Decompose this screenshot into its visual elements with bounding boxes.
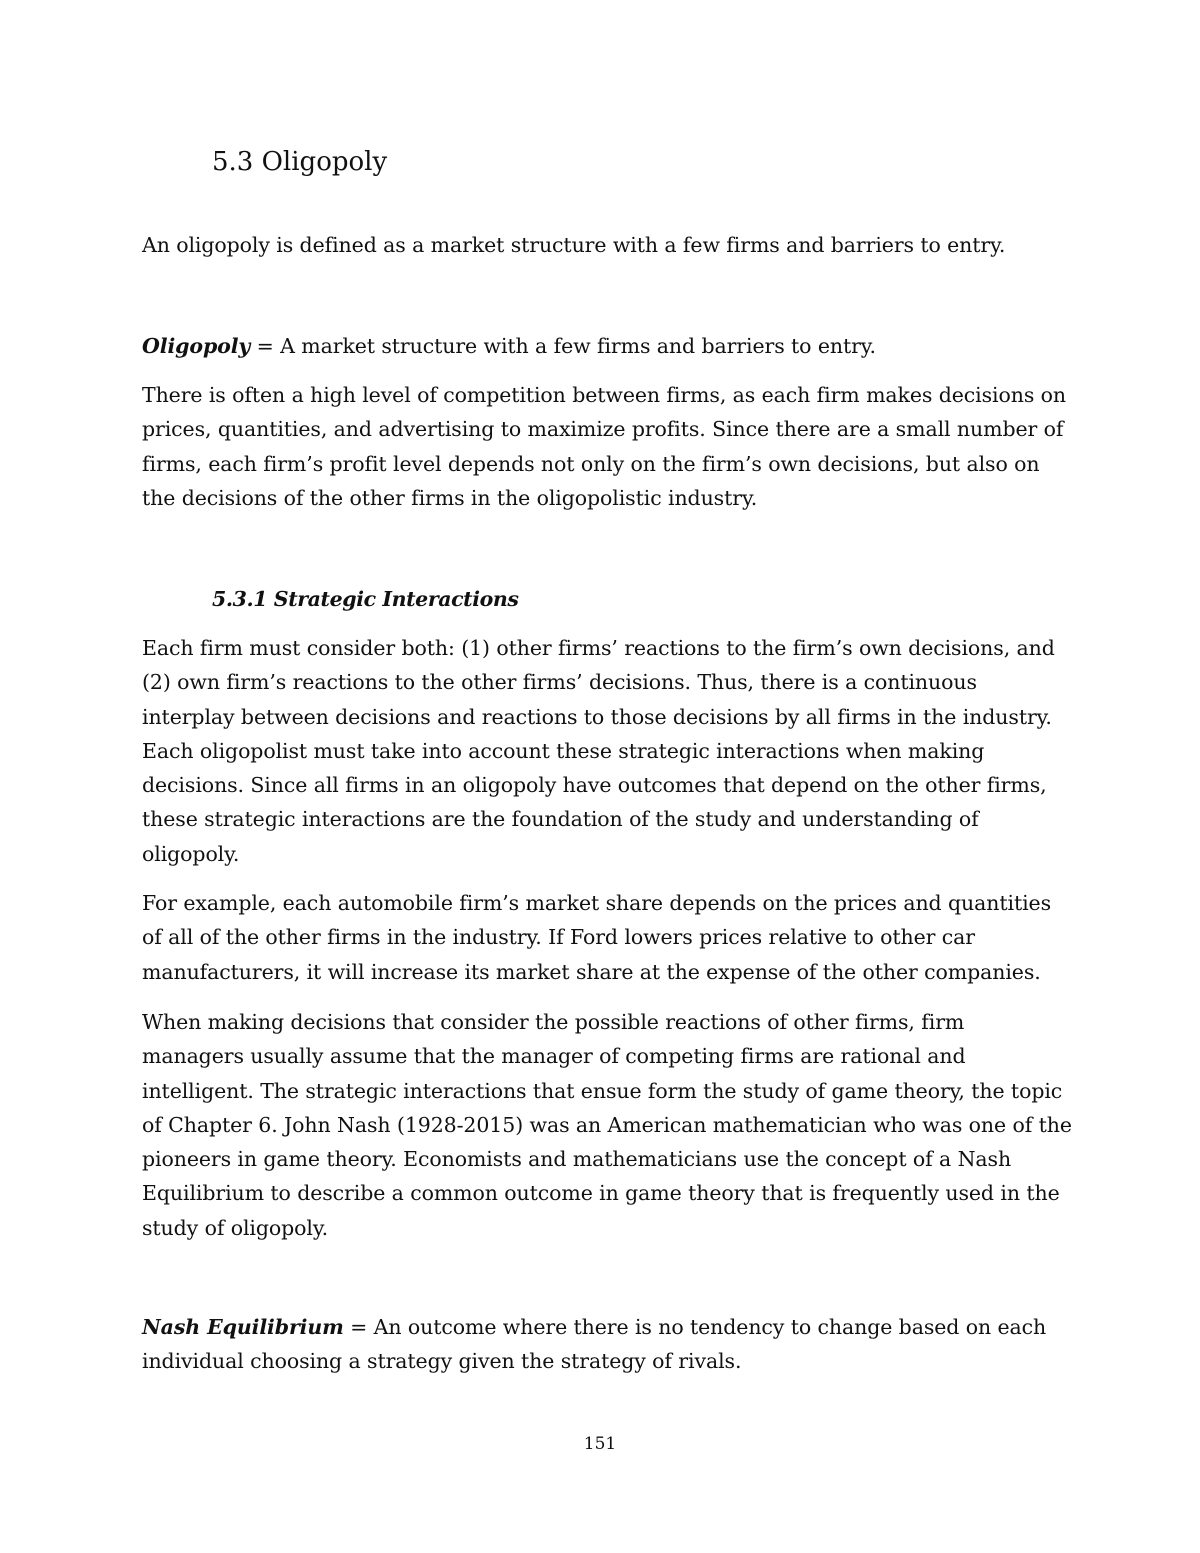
strategic-paragraph: Each firm must consider both: (1) other firms’ reactions to the firm’s own decisions, and (2) own firm’s reactions to the other firms’ decisions. Thus, there is a continuous interplay between decisions and reactions to those decisions by all firms in the industry. Each oligopolist must take into account these strategic interactions when making decisions. Since all firms in an oligopoly have outcomes that depend on the other firms, these strategic interactions are the foundation of the study and understanding of oligopoly. — [142, 636, 1055, 866]
definition-text: An outcome where there is no tendency to change based on each individual choosing a strategy given the strategy of rivals. — [142, 1315, 1047, 1374]
definition-term: Nash Equilibrium — [142, 1315, 344, 1339]
section-title: 5.3 Oligopoly — [212, 147, 388, 177]
definition-oligopoly — [142, 329, 1072, 363]
subsection-title: 5.3.1 Strategic Interactions — [212, 587, 519, 611]
definition-separator: = — [250, 334, 281, 358]
definition-term: Oligopoly — [142, 334, 251, 358]
intro-paragraph: An oligopoly is defined as a market structure with a few firms and barriers to entry. — [142, 233, 1006, 257]
definition-text: A market structure with a few firms and barriers to entry. — [280, 334, 876, 358]
page-number: 151 — [583, 1434, 617, 1454]
game-theory-paragraph: When making decisions that consider the possible reactions of other firms, firm managers usually assume that the manager of competing firms are rational and intelligent. The strategic interactions that ensue form the study of game theory, the topic of Chapter 6. John Nash (1928-2015) was an American mathematician who was one of the pioneers in game theory. Economists and mathematicians use the concept of a Nash Equilibrium to describe a common outcome in game theory that is frequently used in the study of oligopoly. — [142, 1010, 1072, 1240]
competition-paragraph: There is often a high level of competition between firms, as each firm makes decisions on prices, quantities, and advertising to maximize profits. Since there are a small number of firms, each firm’s profit level depends not only on the firm’s own decisions, but also on the decisions of the other firms in the oligopolistic industry. — [142, 383, 1067, 510]
example-paragraph: For example, each automobile firm’s market share depends on the prices and quantities of all of the other firms in the industry. If Ford lowers prices relative to other car manufacturers, it will increase its market share at the expense of the other companies. — [142, 891, 1051, 984]
definition-separator: = — [343, 1315, 374, 1339]
definition-nash — [142, 1310, 1072, 1379]
